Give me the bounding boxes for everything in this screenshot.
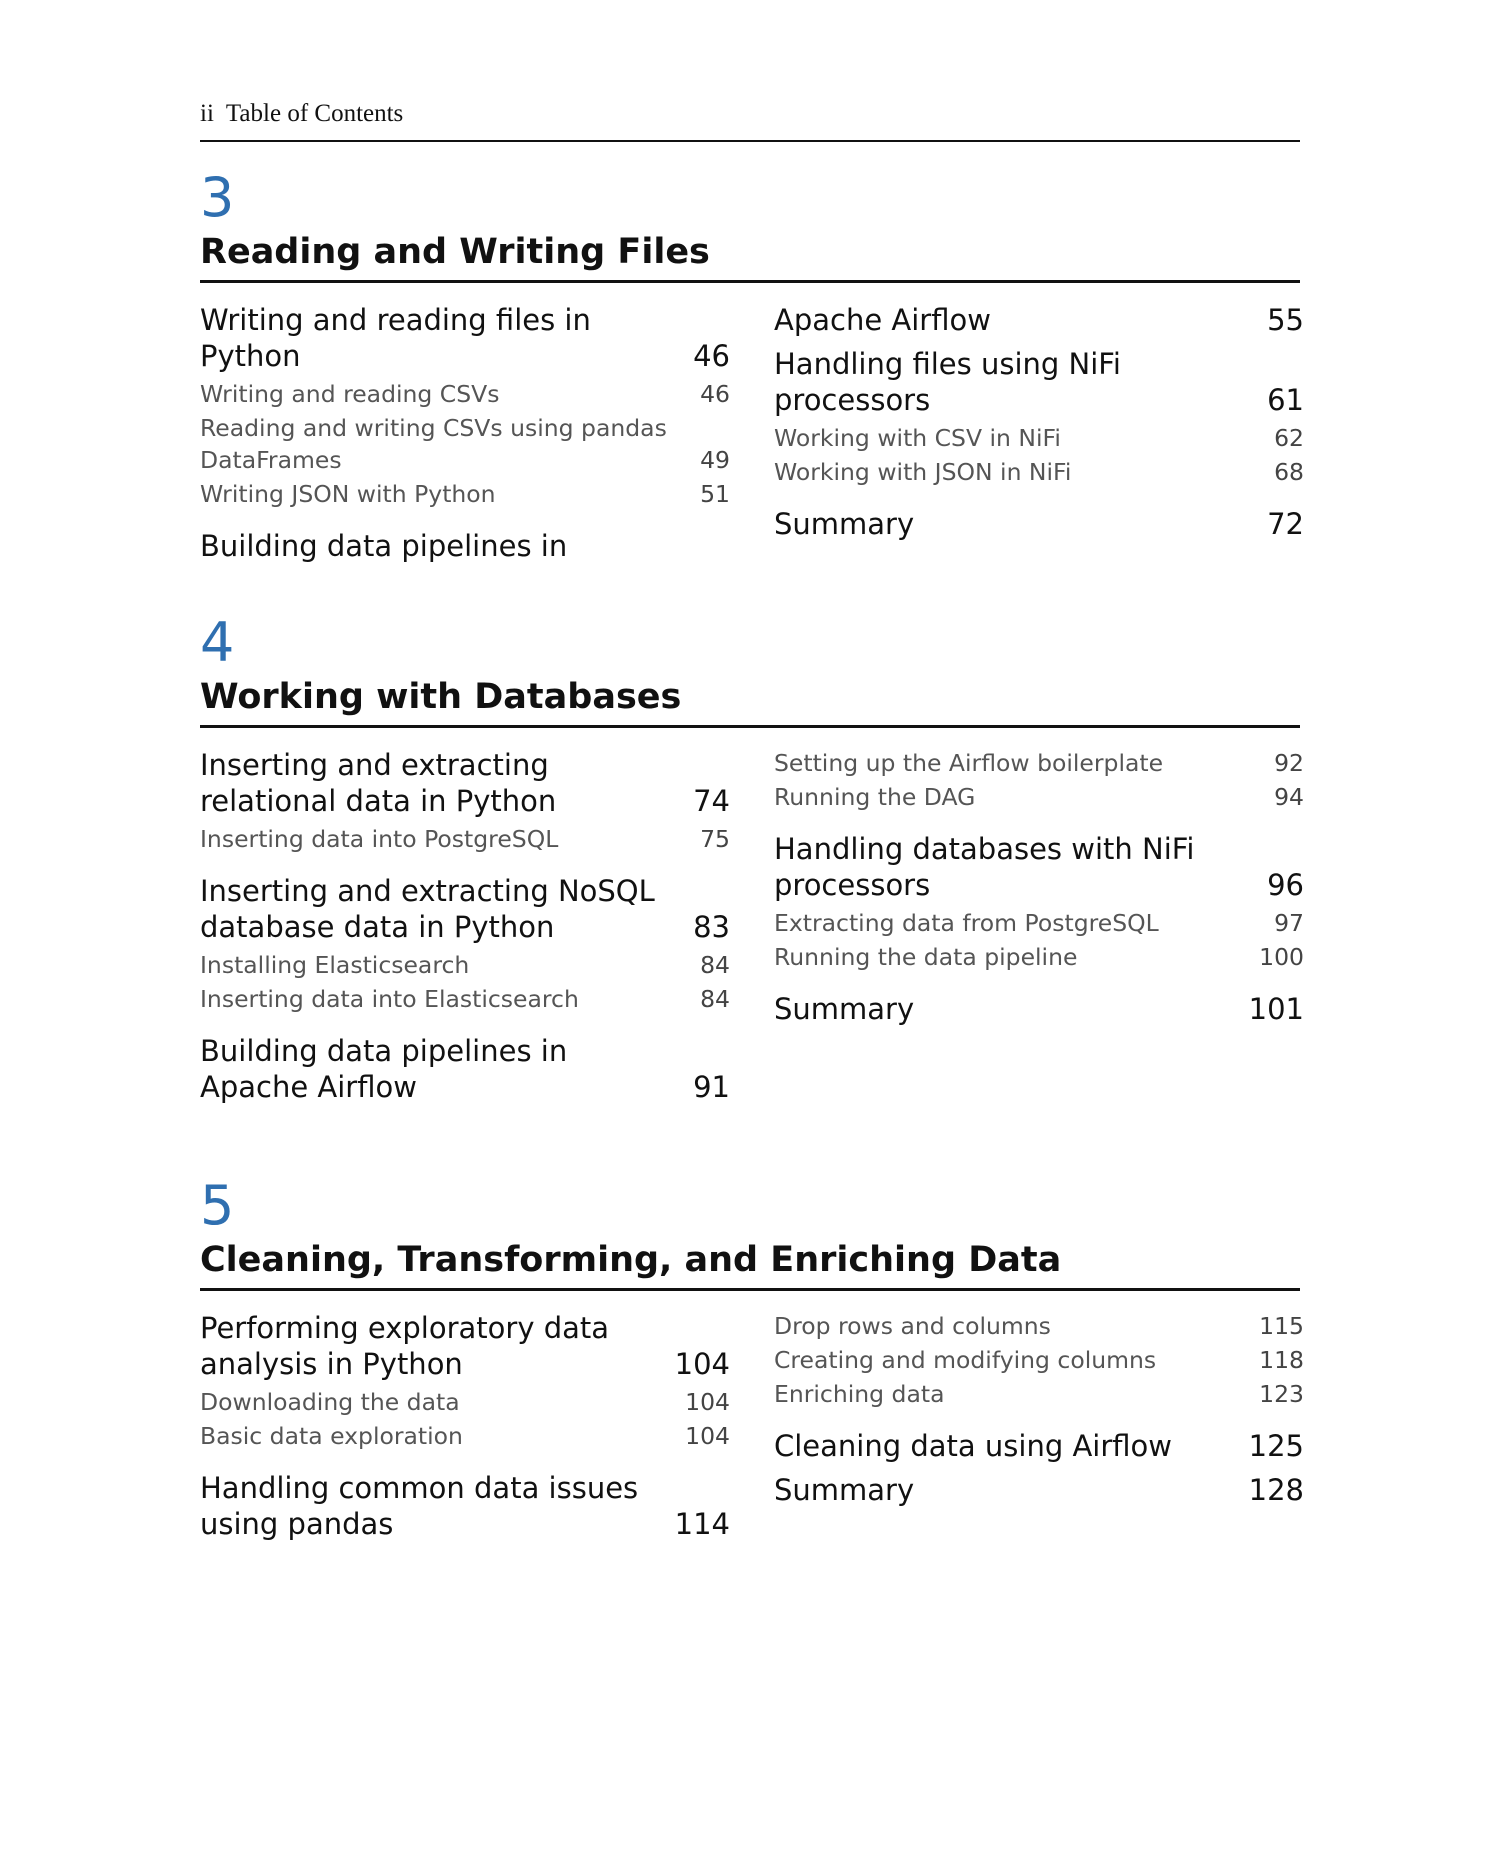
page-ref: 74 <box>693 784 730 818</box>
toc-subentry[interactable]: Inserting data into Elasticsearch 84 <box>200 985 730 1013</box>
header-title: Table of Contents <box>225 100 404 127</box>
page-ref: 92 <box>1274 749 1304 777</box>
toc-subentry[interactable]: Drop rows and columns 115 <box>774 1312 1304 1340</box>
toc-subentry[interactable]: Working with CSV in NiFi 62 <box>774 424 1304 452</box>
page-ref: 83 <box>693 910 730 944</box>
page-ref: 68 <box>1274 458 1304 486</box>
page-ref: 115 <box>1259 1312 1304 1340</box>
page-ref: 104 <box>685 1388 730 1416</box>
toc-entry[interactable]: Inserting and extracting NoSQL database data in Python 83 <box>200 874 730 944</box>
page-ref: 61 <box>1267 383 1304 417</box>
chapter-5-right-column <box>774 1310 1304 1508</box>
chapter-title: Working with Databases <box>200 677 682 717</box>
toc-subentry[interactable]: Enriching data 123 <box>774 1380 1304 1408</box>
toc-entry[interactable]: Cleaning data using Airflow 125 <box>774 1429 1304 1463</box>
chapter-number: 3 <box>200 166 235 229</box>
chapter-4-right-column <box>774 747 1304 1027</box>
page-ref: 101 <box>1248 992 1304 1026</box>
page-ref: 49 <box>700 446 730 474</box>
page-ref: 96 <box>1267 868 1304 902</box>
toc-entry[interactable]: Handling files using NiFi processors 61 <box>774 347 1304 417</box>
page-ref: 55 <box>1267 303 1304 337</box>
chapter-title: Cleaning, Transforming, and Enriching Data <box>200 1240 1062 1280</box>
page-ref: 125 <box>1248 1429 1304 1463</box>
toc-subentry[interactable]: Inserting data into PostgreSQL 75 <box>200 825 730 853</box>
page-ref: 84 <box>700 951 730 979</box>
page-ref: 84 <box>700 985 730 1013</box>
toc-entry[interactable]: Building data pipelines in Apache Airflow 91 <box>200 1034 730 1104</box>
page-ref: 72 <box>1267 507 1304 541</box>
toc-subentry[interactable]: Running the DAG 94 <box>774 783 1304 811</box>
page-ref: 128 <box>1248 1473 1304 1507</box>
toc-subentry[interactable]: Writing and reading CSVs 46 <box>200 380 730 408</box>
chapter-4 <box>200 611 1304 1173</box>
toc-entry[interactable]: Building data pipelines in <box>200 529 568 563</box>
toc-entry[interactable]: Handling common data issues using pandas 114 <box>200 1471 730 1541</box>
toc-entry[interactable]: Performing exploratory data analysis in Python 104 <box>200 1311 730 1381</box>
toc-entry[interactable]: Writing and reading files in Python 46 <box>200 303 730 373</box>
page-ref: 46 <box>693 339 730 373</box>
page-ref: 114 <box>674 1507 730 1541</box>
page-ref: 97 <box>1274 909 1304 937</box>
page-ref: 104 <box>685 1422 730 1450</box>
page-ref: 104 <box>674 1347 730 1381</box>
toc-subentry[interactable]: Basic data exploration 104 <box>200 1422 730 1450</box>
header-rule <box>200 140 1300 142</box>
page-ref: 91 <box>693 1070 730 1104</box>
toc-subentry[interactable]: Installing Elasticsearch 84 <box>200 951 730 979</box>
page-ref: 75 <box>700 825 730 853</box>
toc-subentry[interactable]: Extracting data from PostgreSQL 97 <box>774 909 1304 937</box>
running-header <box>200 100 1300 128</box>
chapter-rule <box>200 280 1300 283</box>
chapter-5 <box>200 1174 1304 1636</box>
chapter-3-left-column <box>200 302 730 564</box>
toc-subentry[interactable]: Working with JSON in NiFi 68 <box>774 458 1304 486</box>
page-ref: 118 <box>1259 1346 1304 1374</box>
page-ref: 100 <box>1259 943 1304 971</box>
chapter-4-left-column <box>200 747 730 1105</box>
chapter-number: 5 <box>200 1174 235 1237</box>
toc-entry[interactable]: Inserting and extracting relational data in Python 74 <box>200 748 730 818</box>
page-ref: 62 <box>1274 424 1304 452</box>
toc-entry[interactable]: Summary 101 <box>774 992 1304 1026</box>
header-page-number: ii <box>200 100 214 127</box>
page-ref: 46 <box>700 380 730 408</box>
toc-subentry[interactable]: Writing JSON with Python 51 <box>200 480 730 508</box>
chapter-3 <box>200 166 1304 608</box>
chapter-title: Reading and Writing Files <box>200 232 710 272</box>
page-ref: 123 <box>1259 1380 1304 1408</box>
toc-subentry[interactable]: Creating and modifying columns 118 <box>774 1346 1304 1374</box>
toc-subentry[interactable]: Downloading the data 104 <box>200 1388 730 1416</box>
toc-entry[interactable]: Summary 72 <box>774 507 1304 541</box>
chapter-rule <box>200 725 1300 728</box>
toc-subentry[interactable]: Setting up the Airflow boilerplate 92 <box>774 749 1304 777</box>
chapter-rule <box>200 1288 1300 1291</box>
toc-entry[interactable]: Handling databases with NiFi processors 96 <box>774 832 1304 902</box>
chapter-3-right-column <box>774 302 1304 542</box>
toc-entry[interactable]: Apache Airflow 55 <box>774 303 1304 337</box>
chapter-5-left-column <box>200 1310 730 1542</box>
page-ref: 51 <box>700 480 730 508</box>
toc-subentry[interactable]: Running the data pipeline 100 <box>774 943 1304 971</box>
chapter-number: 4 <box>200 611 235 674</box>
toc-entry[interactable]: Summary 128 <box>774 1473 1304 1507</box>
toc-subentry[interactable]: Reading and writing CSVs using pandas DataFrames 49 <box>200 414 730 474</box>
page-ref: 94 <box>1274 783 1304 811</box>
